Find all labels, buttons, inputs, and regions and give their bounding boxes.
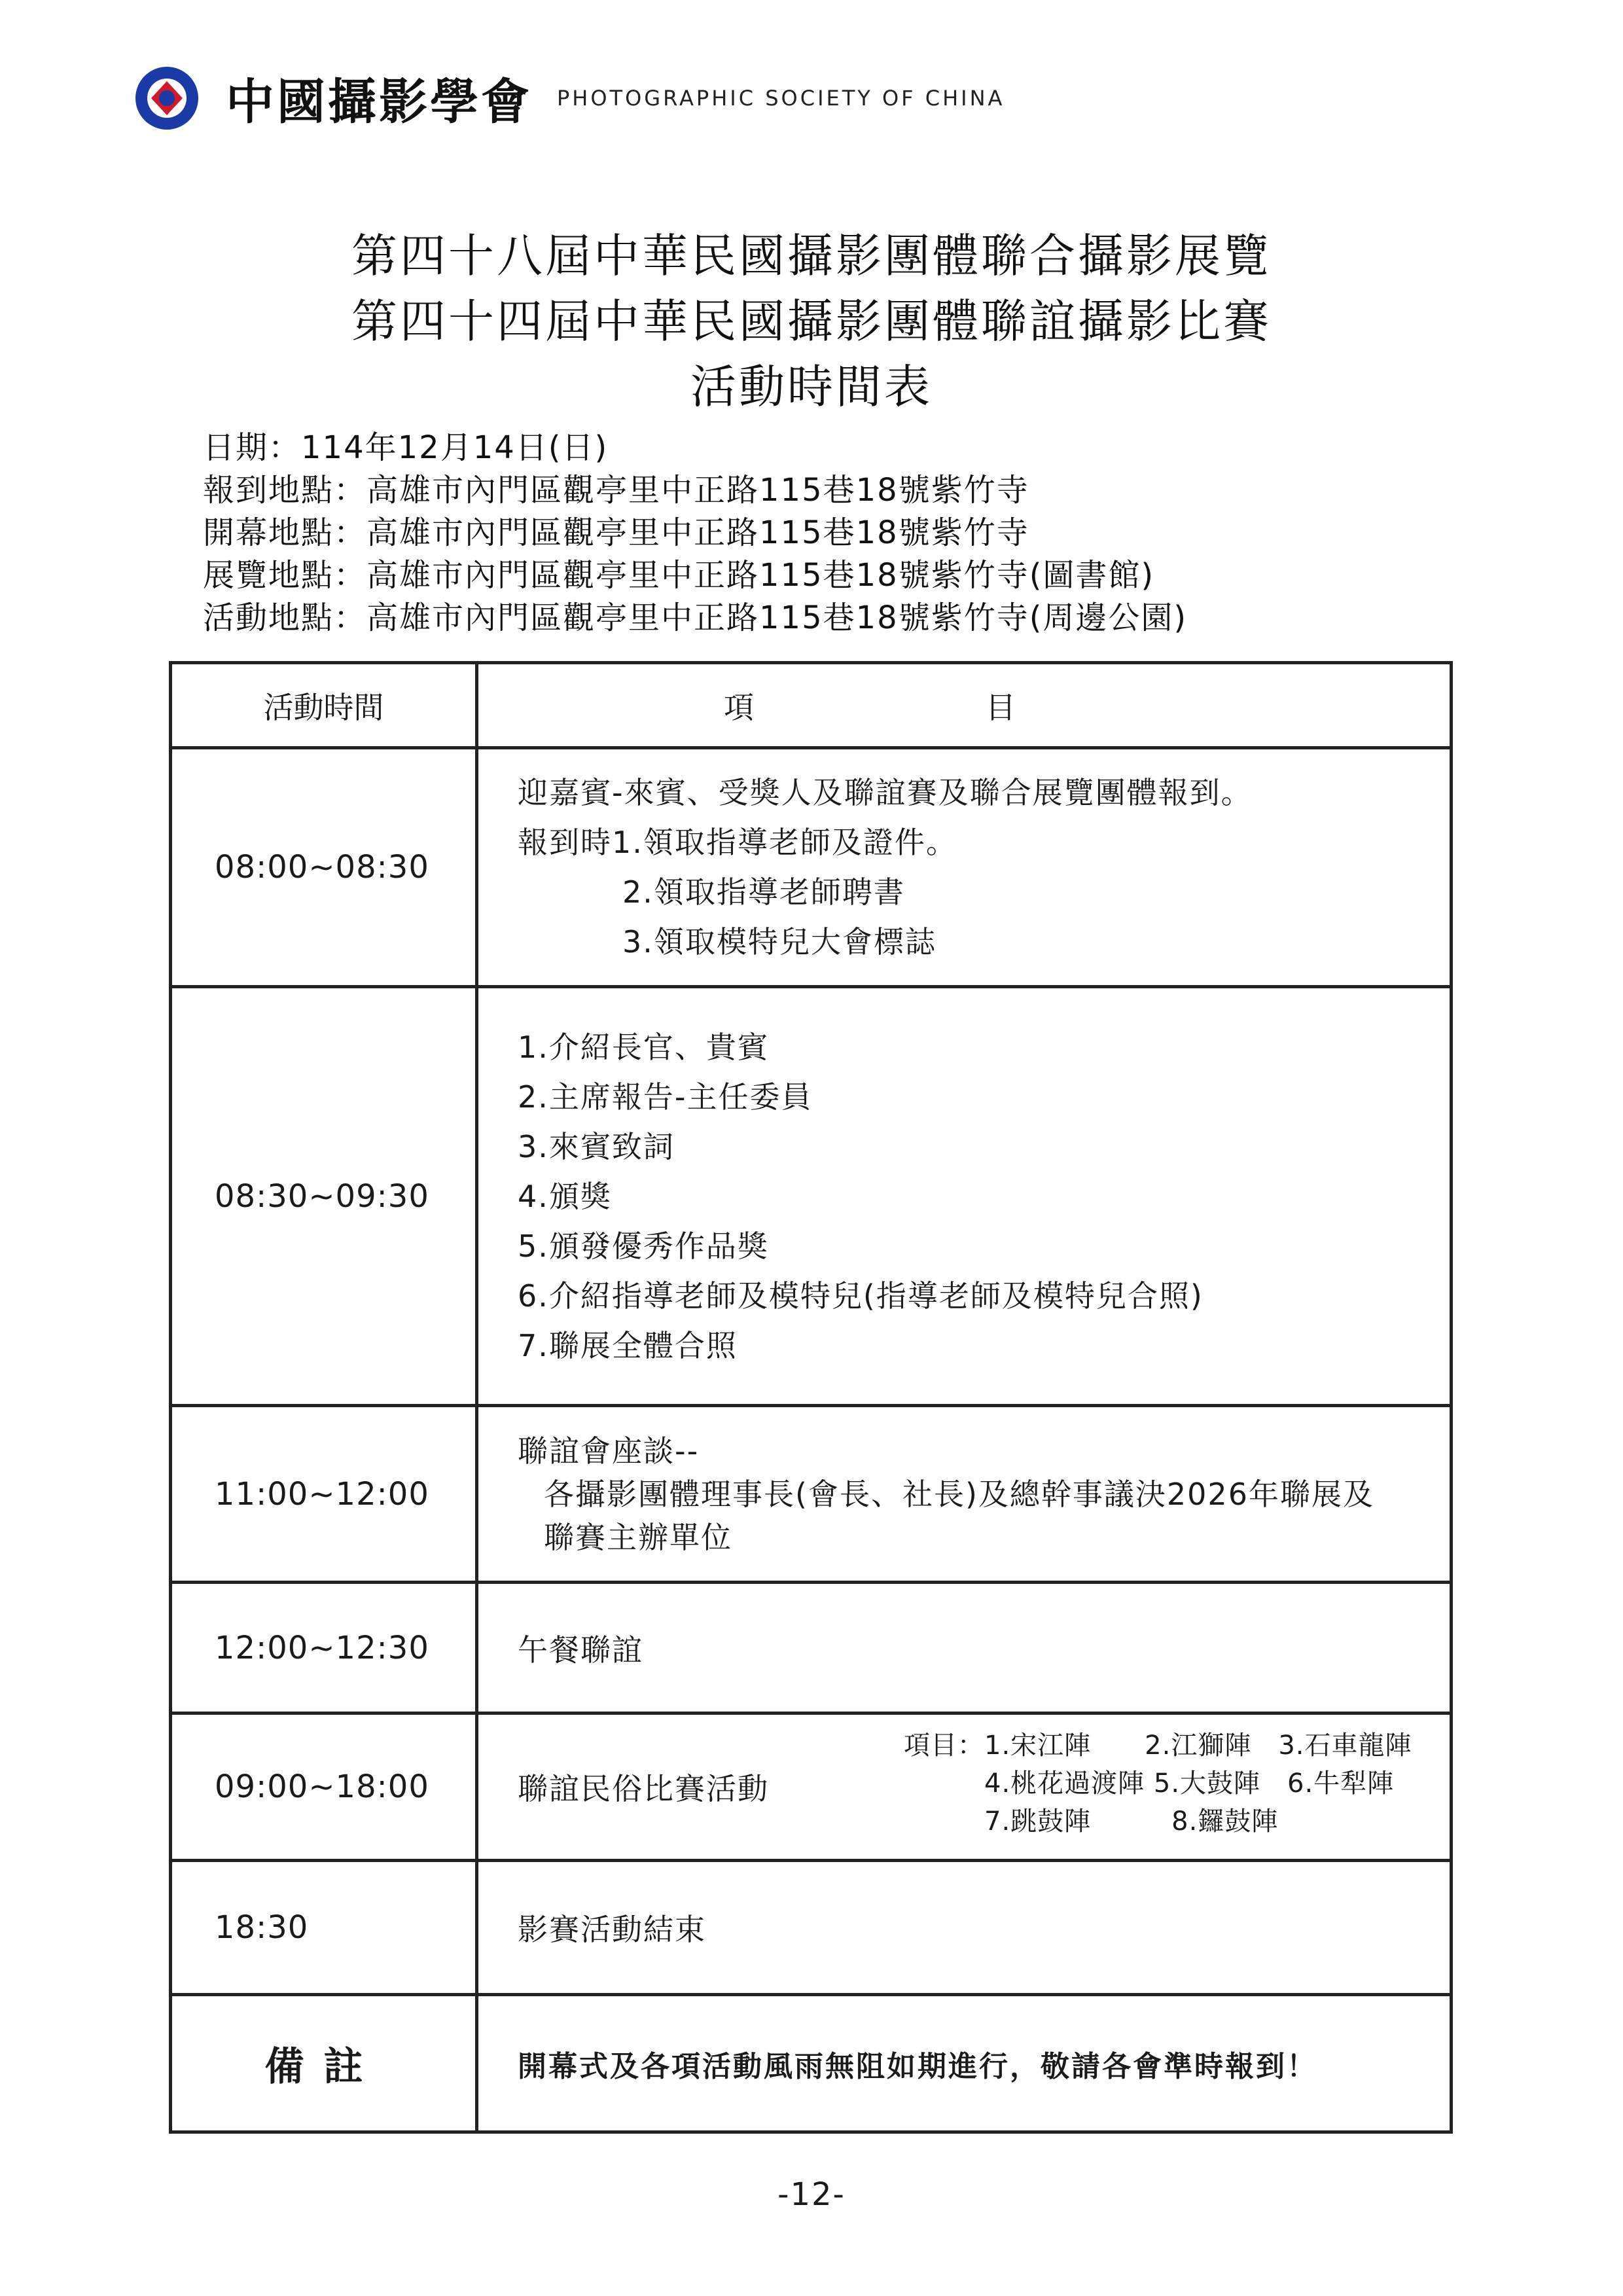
folk-competition-items: 項目：1.宋江陣 2.江獅陣 3.石車龍陣 4.桃花過渡陣 5.大鼓陣 6.牛犁陣 7.跳鼓陣 8.鑼鼓陣	[904, 1731, 1412, 1837]
header-logo	[134, 62, 1005, 134]
header-item-char-2: 目	[986, 689, 1016, 725]
remark-text: 開幕式及各項活動風雨無阻如期進行，敬請各會準時報到！	[477, 1995, 1452, 2132]
list-item: 各攝影團體理事長(會長、社長)及總幹事議決2026年聯展及	[544, 1476, 1374, 1512]
header-item-char-1: 項	[724, 689, 754, 725]
row-items	[477, 1406, 1452, 1583]
list-item: 5.頒發優秀作品獎	[518, 1228, 769, 1264]
list-item: 4.頒獎	[518, 1178, 612, 1214]
table-row	[171, 1861, 1452, 1995]
row-time: 12:00~12:30	[171, 1583, 477, 1713]
row-items	[477, 748, 1452, 987]
list-item: 1.介紹長官、貴賓	[518, 1029, 769, 1065]
row-time: 09:00~18:00	[171, 1713, 477, 1861]
activity-location: 活動地點：高雄市內門區觀亭里中正路115巷18號紫竹寺(周邊公園)	[203, 600, 1188, 636]
list-item: 2.領取指導老師聘書	[622, 874, 905, 910]
row-item: 影賽活動結束	[477, 1861, 1452, 1995]
remark-label: 備註	[171, 1995, 477, 2132]
list-item: 2.主席報告-主任委員	[518, 1079, 813, 1115]
society-badge-icon	[134, 65, 200, 131]
row-time: 08:00~08:30	[171, 748, 477, 987]
table-row	[171, 987, 1452, 1406]
page-title-line-1: 第四十八屆中華民國攝影團體聯合攝影展覽	[351, 229, 1272, 283]
table-row	[171, 1713, 1452, 1861]
header-time: 活動時間	[171, 663, 477, 748]
remark-row	[171, 1995, 1452, 2132]
checkin-location: 報到地點：高雄市內門區觀亭里中正路115巷18號紫竹寺	[203, 472, 1029, 509]
list-item: 3.來賓致詞	[518, 1128, 675, 1164]
page-title-line-3: 活動時間表	[690, 360, 933, 414]
folk-competition-name: 聯誼民俗比賽活動	[518, 1771, 769, 1806]
row-items	[477, 1713, 1452, 1861]
list-item: 6.介紹指導老師及模特兒(指導老師及模特兒合照)	[518, 1278, 1204, 1314]
table-row	[171, 1583, 1452, 1713]
row-items	[477, 987, 1452, 1406]
schedule-table	[169, 661, 1453, 2134]
opening-location: 開幕地點：高雄市內門區觀亭里中正路115巷18號紫竹寺	[203, 514, 1029, 551]
org-name-en: PHOTOGRAPHIC SOCIETY OF CHINA	[557, 86, 1005, 111]
list-item: 迎嘉賓-來賓、受獎人及聯誼賽及聯合展覽團體報到。	[518, 775, 1253, 810]
row-time: 11:00~12:00	[171, 1406, 477, 1583]
page-title-line-2: 第四十四屆中華民國攝影團體聯誼攝影比賽	[351, 295, 1272, 348]
list-item: 聯誼會座談--	[518, 1433, 700, 1469]
table-row	[171, 1406, 1452, 1583]
row-item: 午餐聯誼	[477, 1583, 1452, 1713]
table-row	[171, 748, 1452, 987]
list-item: 聯賽主辦單位	[544, 1519, 732, 1555]
logo-text: 中國攝影學會	[226, 74, 532, 130]
list-item: 7.聯展全體合照	[518, 1327, 738, 1363]
table-header-row	[171, 663, 1452, 748]
header-item	[477, 663, 1452, 748]
folk-competition	[518, 1715, 1450, 1859]
event-date: 日期：114年12月14日(日)	[203, 429, 609, 466]
list-item: 3.領取模特兒大會標誌	[622, 924, 936, 960]
row-time: 08:30~09:30	[171, 987, 477, 1406]
exhibition-location: 展覽地點：高雄市內門區觀亭里中正路115巷18號紫竹寺(圖書館)	[203, 557, 1155, 594]
page-number: -12-	[777, 2176, 846, 2213]
row-time: 18:30	[171, 1861, 477, 1995]
list-item: 報到時1.領取指導老師及證件。	[518, 825, 957, 860]
